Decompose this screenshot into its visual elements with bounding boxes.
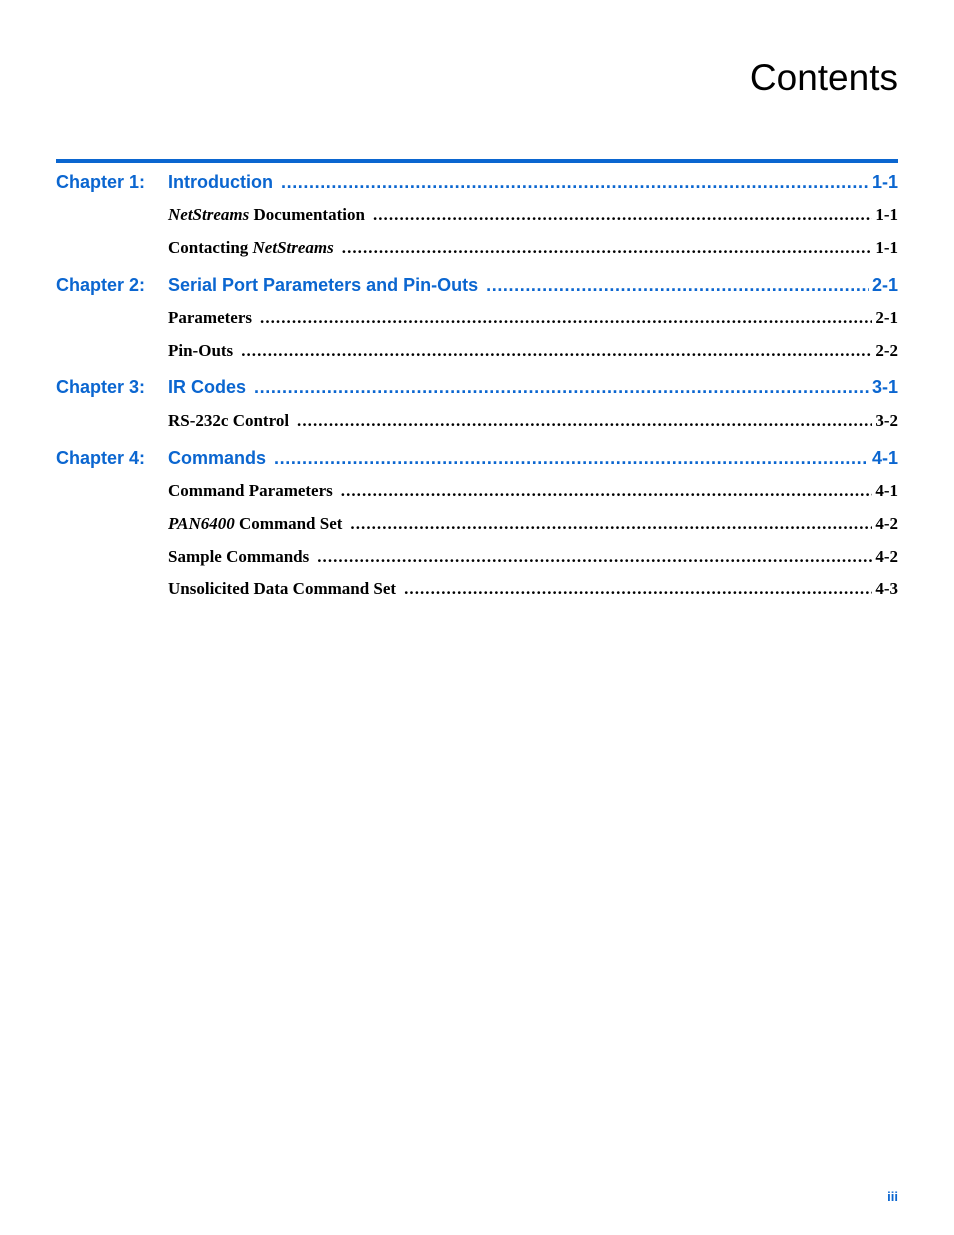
dot-leader <box>297 411 872 431</box>
chapter-label: Chapter 3: <box>56 377 146 397</box>
page-number: 4-2 <box>875 514 898 533</box>
dot-leader <box>373 205 872 225</box>
section-title-emphasis: NetStreams <box>168 205 250 224</box>
section-title <box>168 205 365 225</box>
page-number: 4-3 <box>875 579 898 598</box>
section-title: Command Parameters <box>168 481 333 500</box>
page-number: 2-2 <box>875 341 898 360</box>
footer-page-number: iii <box>887 1189 898 1204</box>
dot-leader <box>274 448 869 469</box>
section-title-text: Documentation <box>249 205 365 224</box>
dot-leader <box>341 481 873 501</box>
page-number: 4-1 <box>871 448 898 468</box>
chapter-title: Serial Port Parameters and Pin-Outs <box>168 275 479 295</box>
page-number: 1-1 <box>875 238 898 257</box>
dot-leader <box>260 308 872 328</box>
title-rule <box>56 159 898 163</box>
dot-leader <box>404 579 872 599</box>
toc-chapter-3[interactable] <box>56 377 898 401</box>
dot-leader <box>254 377 869 398</box>
toc-chapter-1[interactable] <box>56 172 898 196</box>
section-title-emphasis: PAN6400 <box>168 514 235 533</box>
chapter-title: IR Codes <box>168 377 247 397</box>
section-title <box>168 514 342 534</box>
section-title: Sample Commands <box>168 547 310 566</box>
toc-section-pin-outs[interactable] <box>56 341 898 363</box>
section-title <box>168 238 334 258</box>
dot-leader <box>486 275 869 296</box>
dot-leader <box>281 172 869 193</box>
toc-section-pan6400-command-set[interactable] <box>56 514 898 536</box>
chapter-label: Chapter 2: <box>56 275 146 295</box>
page-number: 4-2 <box>875 547 898 566</box>
toc-section-contacting-netstreams[interactable] <box>56 238 898 260</box>
chapter-label: Chapter 4: <box>56 448 146 468</box>
section-title: Pin-Outs <box>168 341 234 360</box>
page-number: 3-2 <box>875 411 898 430</box>
chapter-title: Commands <box>168 448 267 468</box>
section-title: RS-232c Control <box>168 411 290 430</box>
toc-section-parameters[interactable] <box>56 308 898 330</box>
section-title-text: Command Set <box>234 514 343 533</box>
toc-section-unsolicited-data-command-set[interactable] <box>56 579 898 601</box>
section-title: Parameters <box>168 308 253 327</box>
dot-leader <box>317 547 872 567</box>
page-title: Contents <box>749 57 898 98</box>
chapter-title: Introduction <box>168 172 273 192</box>
section-title-emphasis: NetStreams <box>252 238 334 257</box>
section-title: Unsolicited Data Command Set <box>168 579 397 598</box>
page-number: 2-1 <box>871 275 898 295</box>
page-number: 2-1 <box>875 308 898 327</box>
page-number: 3-1 <box>871 377 898 397</box>
toc-section-sample-commands[interactable] <box>56 547 898 569</box>
chapter-label: Chapter 1: <box>56 172 146 192</box>
dot-leader <box>350 514 872 534</box>
toc-section-rs232c-control[interactable] <box>56 411 898 433</box>
dot-leader <box>241 341 872 361</box>
page-number: 1-1 <box>871 172 898 192</box>
toc-section-command-parameters[interactable] <box>56 481 898 503</box>
toc-section-netstreams-documentation[interactable] <box>56 205 898 227</box>
toc-chapter-4[interactable] <box>56 448 898 472</box>
page-number: 4-1 <box>875 481 898 500</box>
dot-leader <box>342 238 873 258</box>
toc-chapter-2[interactable] <box>56 275 898 299</box>
section-title-text: Contacting <box>168 238 253 257</box>
page-number: 1-1 <box>875 205 898 224</box>
